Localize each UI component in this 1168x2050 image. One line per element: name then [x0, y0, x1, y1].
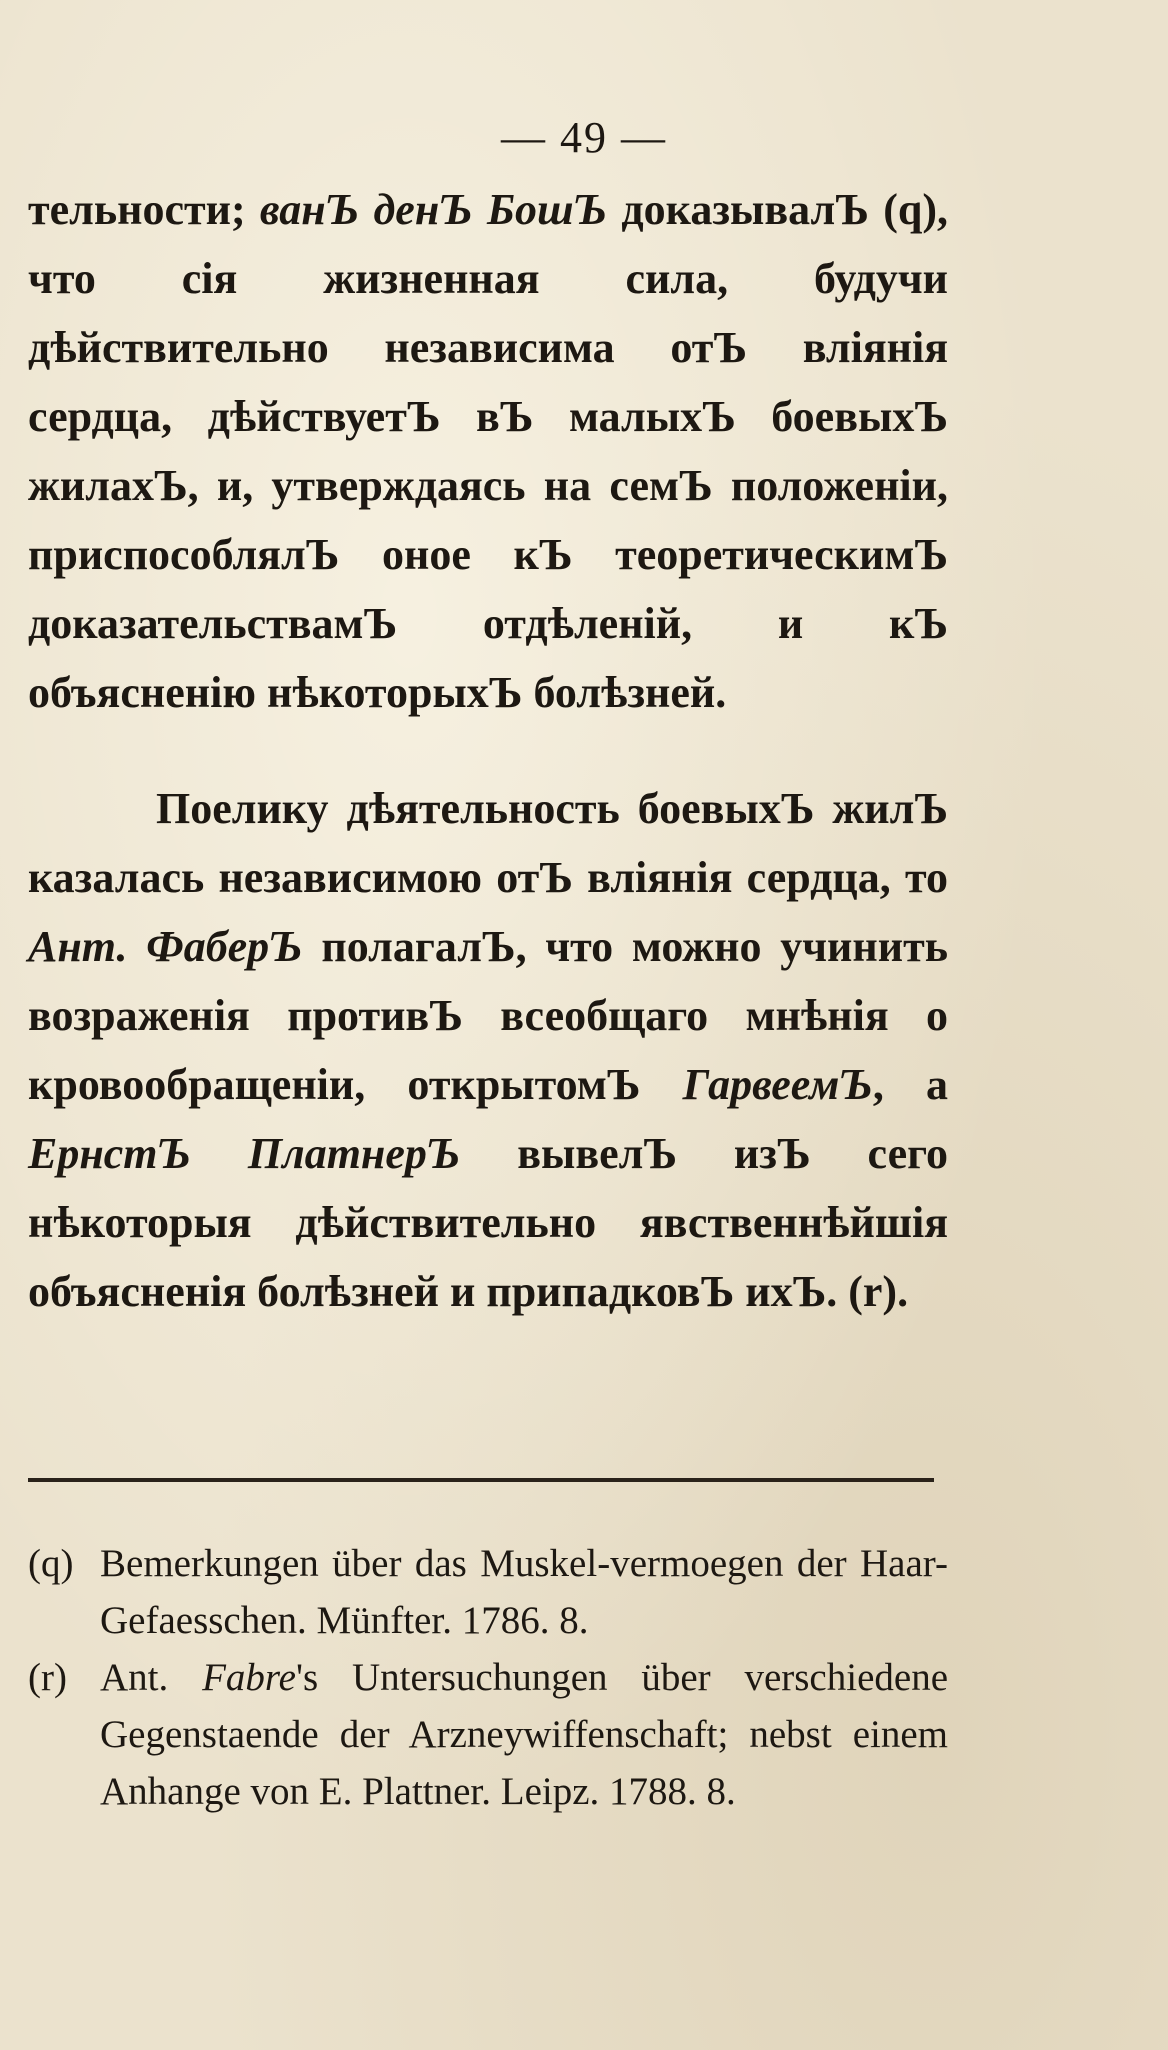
footnote-q [28, 1535, 948, 1649]
footnote-mark: (r) [28, 1656, 67, 1699]
paragraph-2-part-2: полагалЪ, что можно учинить возраженія противЪ всеобщаго мнѣнія о кровообращеніи, открытомЪ [28, 922, 948, 1109]
main-text [28, 175, 948, 1326]
footnote-author-fabre: Fabre [202, 1656, 296, 1699]
paragraph-2-part-1: Поелику дѣятельность боевыхЪ жилЪ казалась независимою отЪ вліянія сердца, то [28, 784, 948, 902]
footnote-text-rest: 's Untersuchungen über verschiedene Gegenstaende der Arzneywiffenschaft; nebst einem Anhange von E. Plattner. Leipz. 1788. 8. [100, 1656, 948, 1813]
paragraph-1-start: тельности; [28, 185, 260, 234]
author-name-van-den-bosch: ванЪ денЪ БошЪ [259, 185, 608, 234]
footnote-text-start: Ant. [100, 1656, 203, 1699]
paragraph-1-rest: доказывалЪ (q), что сія жизненная сила, будучи дѣйствительно независима отЪ вліянія сердца, дѣйствуетЪ вЪ малыхЪ боевыхЪ жилахЪ, и, утверждаясь на семЪ положеніи, приспособлялЪ оное кЪ теоретическимЪ доказательствамЪ отдѣленій, и кЪ объясненію нѣкоторыхЪ болѣзней. [28, 185, 948, 717]
footnote-r [28, 1649, 948, 1820]
page-number: — 49 — [501, 113, 667, 162]
author-name-platner: ЕрнстЪ ПлатнерЪ [28, 1129, 461, 1178]
paragraph-2-part-4: вывелЪ изЪ сего нѣкоторыя дѣйствительно явственнѣйшія объясненія болѣзней и припадковЪ ихЪ. (r). [28, 1129, 948, 1316]
footnote-divider [28, 1478, 934, 1482]
author-name-harvey: ГарвеемЪ [682, 1060, 873, 1109]
footnote-mark: (q) [28, 1542, 74, 1585]
footnotes [28, 1535, 948, 1820]
footnote-text [100, 1649, 948, 1820]
paragraph-2-part-3: , а [872, 1060, 948, 1109]
paragraph-2 [28, 774, 948, 1326]
author-name-faber: Ант. ФаберЪ [28, 922, 303, 971]
footnote-text: Bemerkungen über das Muskel-vermoegen der Haar-Gefaesschen. Münfter. 1786. 8. [100, 1542, 948, 1642]
paragraph-1 [28, 175, 948, 727]
